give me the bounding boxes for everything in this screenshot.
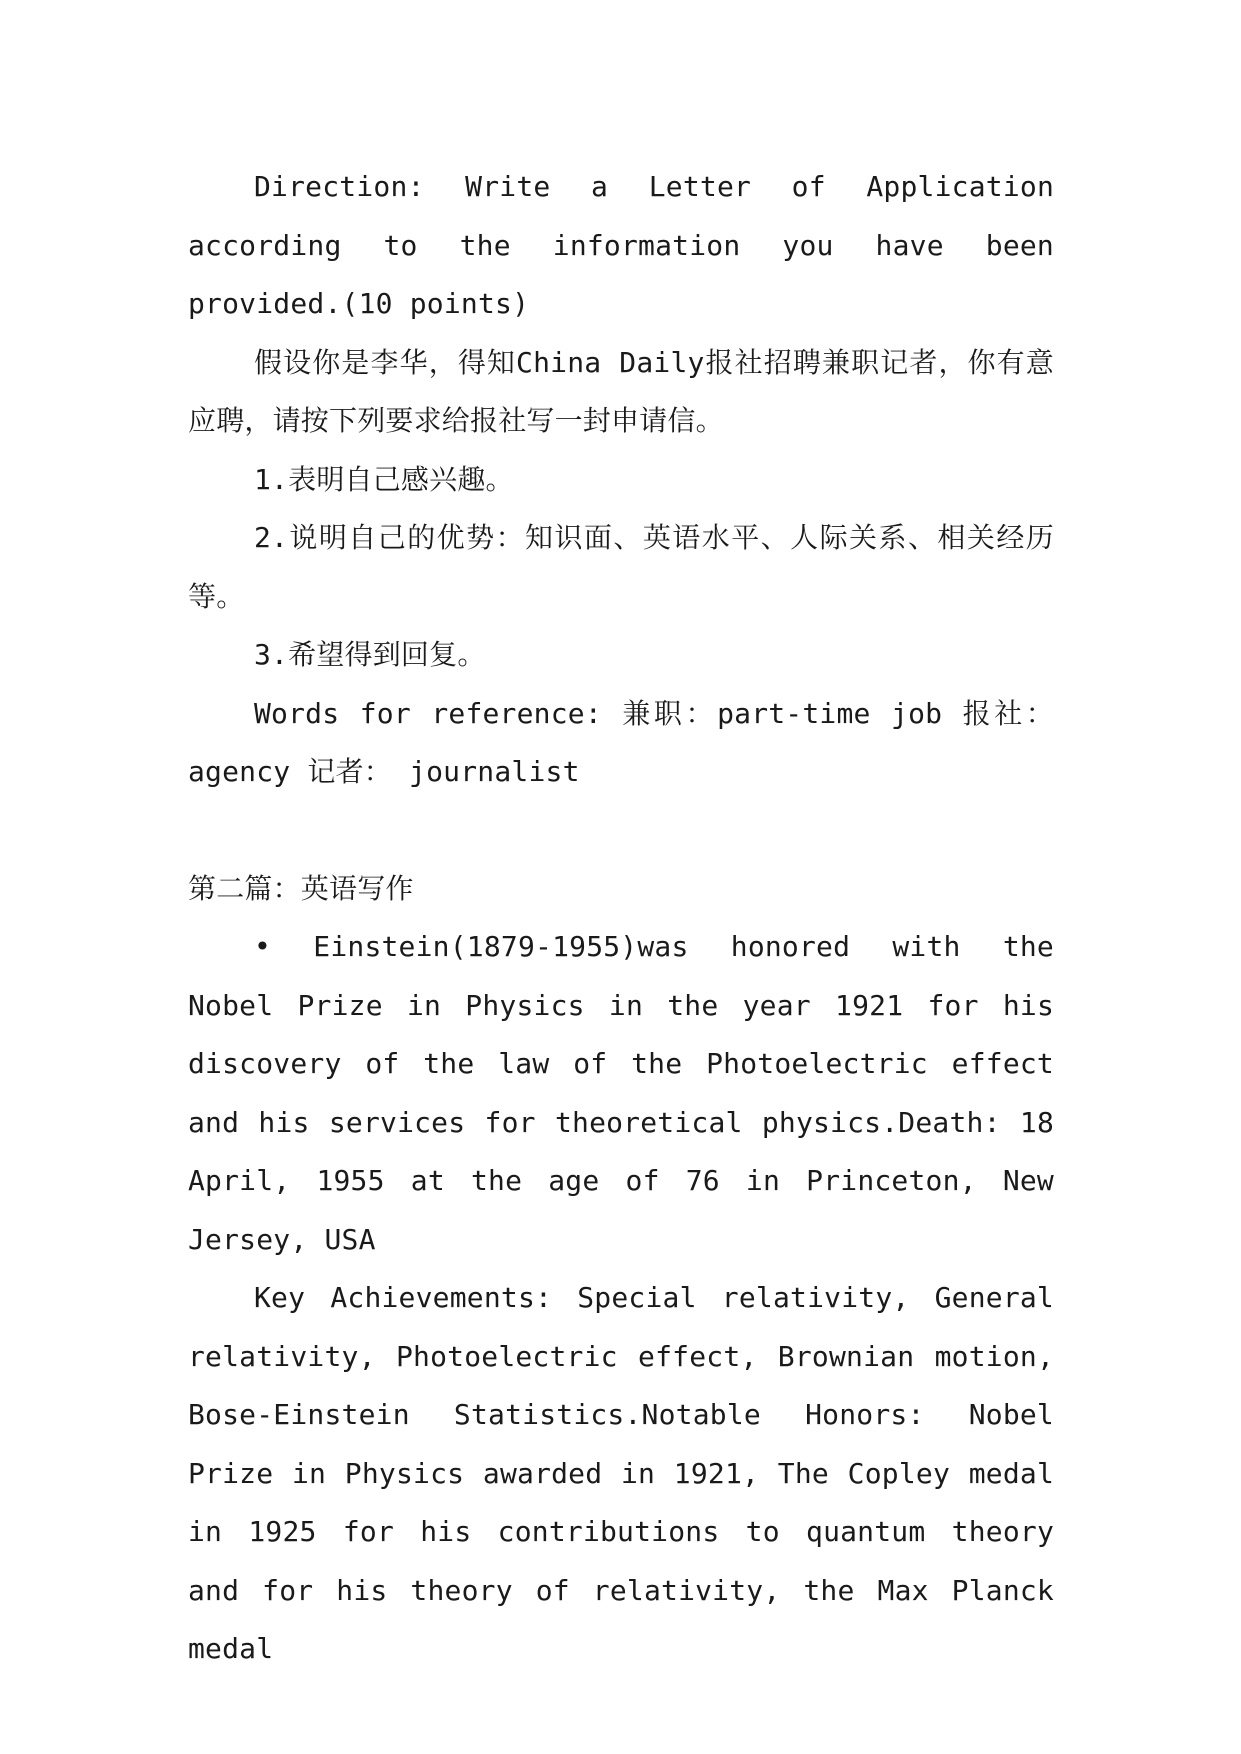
document-page (188, 158, 1054, 1679)
section-heading: 第二篇：英语写作 (188, 871, 414, 905)
direction-paragraph: Direction: Write a Letter of Application according to the information you have been provided.(10 points) (188, 170, 1054, 320)
requirement-item-1: 1.表明自己感兴趣。 (254, 462, 514, 496)
prompt-paragraph: 假设你是李华，得知China Daily报社招聘兼职记者，你有意应聘，请按下列要求给报社写一封申请信。 (188, 345, 1054, 437)
reference-words: Words for reference: 兼职：part-time job 报社：agency 记者： journalist (188, 696, 1054, 788)
requirement-item-2: 2.说明自己的优势：知识面、英语水平、人际关系、相关经历等。 (188, 521, 1054, 613)
achievements-paragraph: Key Achievements: Special relativity, General relativity, Photoelectric effect, Brownian motion, Bose-Einstein Statistics.Notable Honors: Nobel Prize in Physics awarded in 1921, The Copley medal in 1925 for his contributions to quantum theory and for his theory of relativity, the Max Planck medal (188, 1281, 1054, 1665)
einstein-paragraph: • Einstein(1879-1955)was honored with the Nobel Prize in Physics in the year 1921 for his discovery of the law of the Photoelectric effect and his services for theoretical physics.Death: 18 April, 1955 at the age of 76 in Princeton, New Jersey, USA (188, 930, 1054, 1256)
requirement-item-3: 3.希望得到回复。 (254, 638, 486, 671)
section-spacer (188, 802, 1054, 860)
